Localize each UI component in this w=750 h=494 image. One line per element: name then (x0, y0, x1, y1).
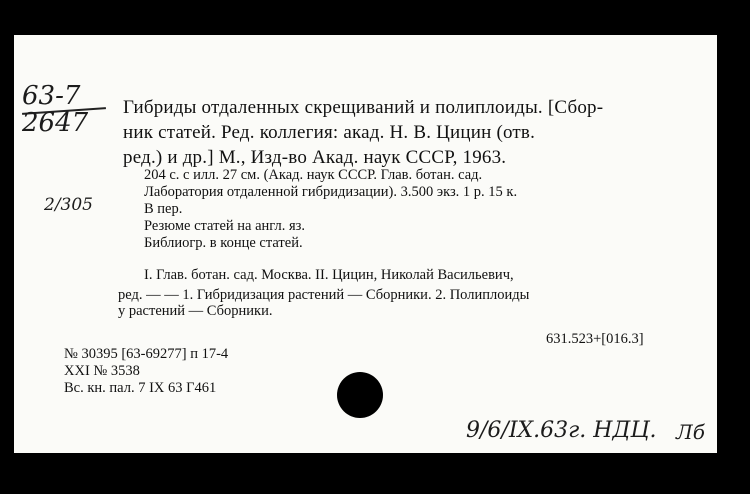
handwritten-bottom-note: 9/6/IX.63г. НДЦ. (466, 418, 657, 443)
description-line-1: 204 с. с илл. 27 см. (Акад. наук СССР. Глав. ботан. сад. (144, 167, 483, 183)
entry-title-line-1: Гибриды отдаленных скрещиваний и полиплоиды. [Сбор- (123, 97, 604, 118)
entry-title-line-2: ник статей. Ред. коллегия: акад. Н. В. Цицин (отв. (123, 122, 536, 143)
description-line-3: В пер. (144, 201, 183, 217)
classification-number: 631.523+[016.3] (546, 331, 644, 347)
footer-line-2: XXI № 3538 (64, 363, 140, 379)
footer-line-3: Вс. кн. пал. 7 IX 63 Г461 (64, 380, 217, 396)
tracing-line-1: I. Глав. ботан. сад. Москва. II. Цицин, Николай Васильевич, (144, 267, 514, 283)
handwritten-initials: Лб (676, 420, 705, 444)
handwritten-side-note: 2/305 (44, 195, 93, 215)
tracing-line-2: ред. — — 1. Гибридизация растений — Сборники. 2. Полиплоиды (118, 287, 530, 303)
footer-line-1: № 30395 [63-69277] п 17-4 (64, 346, 229, 362)
entry-title-line-3: ред.) и др.] М., Изд-во Акад. наук СССР, 1963. (123, 147, 507, 168)
description-line-2: Лаборатория отдаленной гибридизации). 3.500 экз. 1 р. 15 к. (144, 184, 518, 200)
note-line-1: Резюме статей на англ. яз. (144, 218, 305, 234)
note-line-2: Библиогр. в конце статей. (144, 235, 303, 251)
handwritten-shelfmark-top: 63-7 (22, 81, 81, 111)
card-punch-hole (337, 372, 383, 418)
handwritten-shelfmark-bottom: 2647 (22, 108, 89, 138)
tracing-line-3: у растений — Сборники. (118, 303, 273, 319)
